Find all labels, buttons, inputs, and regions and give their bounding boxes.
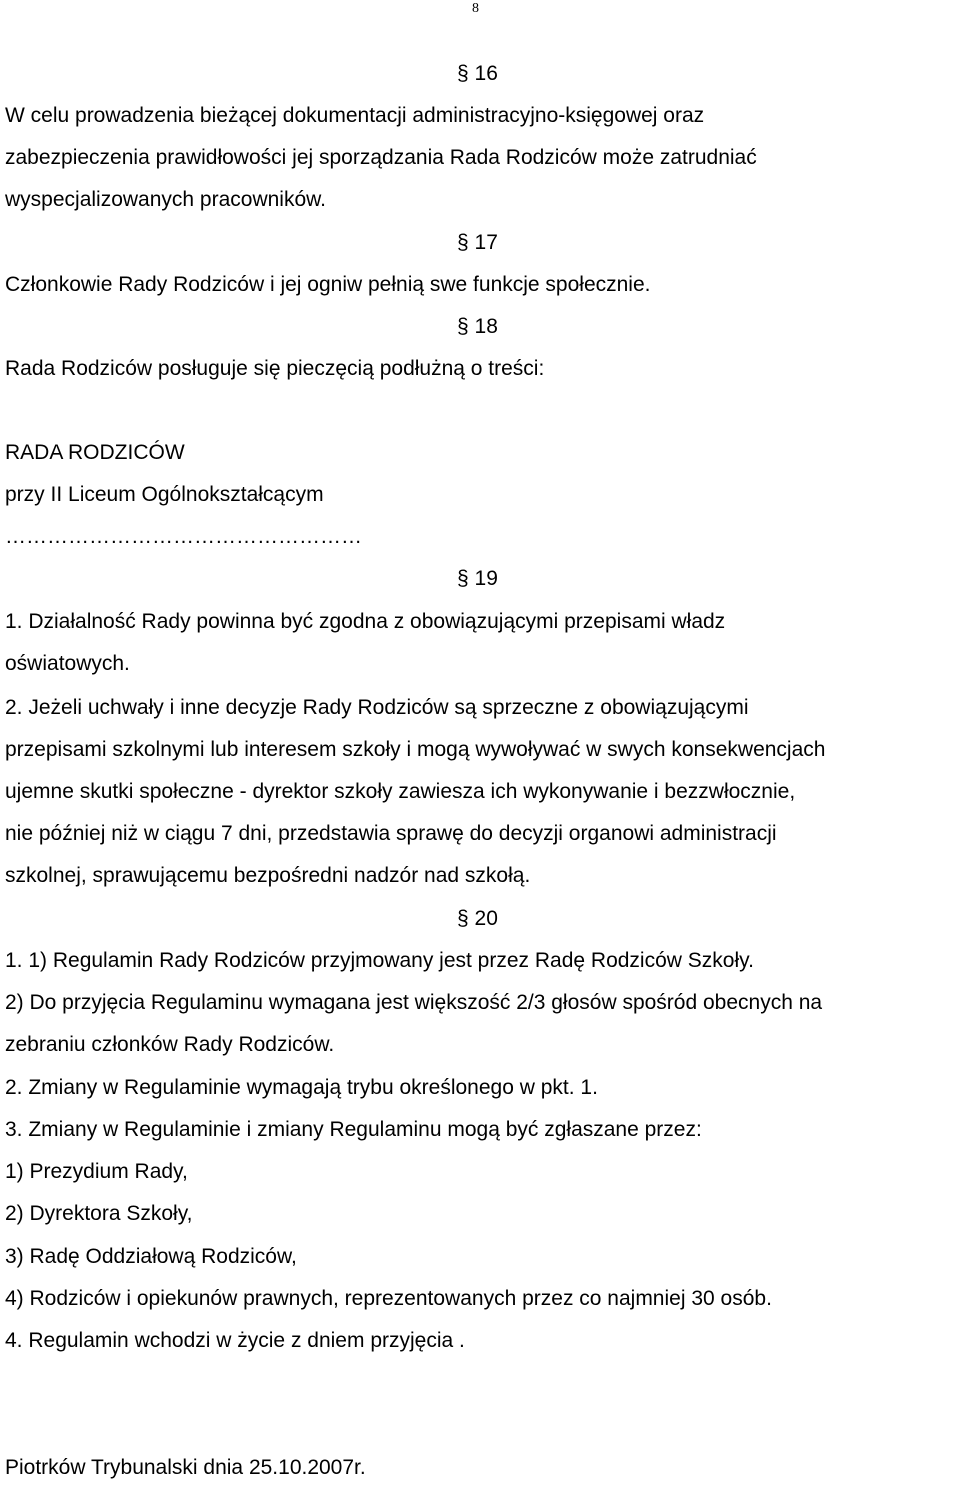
- section-20-line: 1) Prezydium Rady,: [5, 1160, 188, 1183]
- section-20-line: 3) Radę Oddziałową Rodziców,: [5, 1245, 297, 1268]
- section-18-heading: § 18: [457, 315, 498, 338]
- section-17-heading: § 17: [457, 231, 498, 254]
- place-and-date: Piotrków Trybunalski dnia 25.10.2007r.: [5, 1456, 366, 1479]
- section-19-line: szkolnej, sprawującemu bezpośredni nadzór nad szkołą.: [5, 864, 531, 887]
- section-20-line: 4. Regulamin wchodzi w życie z dniem przyjęcia .: [5, 1329, 465, 1352]
- section-20-line: 3. Zmiany w Regulaminie i zmiany Regulaminu mogą być zgłaszane przez:: [5, 1118, 702, 1141]
- section-19-line: ujemne skutki społeczne - dyrektor szkoły zawiesza ich wykonywanie i bezzwłocznie,: [5, 780, 796, 803]
- section-20-line: 2. Zmiany w Regulaminie wymagają trybu określonego w pkt. 1.: [5, 1076, 598, 1099]
- section-18-line: Rada Rodziców posługuje się pieczęcią podłużną o treści:: [5, 357, 545, 380]
- section-16-line: wyspecjalizowanych pracowników.: [5, 188, 326, 211]
- section-16-heading: § 16: [457, 62, 498, 85]
- section-20-heading: § 20: [457, 907, 498, 930]
- stamp-line-3: ……………………………………………: [5, 525, 362, 548]
- section-19-line: oświatowych.: [5, 652, 130, 675]
- section-20-line: 2) Dyrektora Szkoły,: [5, 1202, 193, 1225]
- stamp-line-2: przy II Liceum Ogólnokształcącym: [5, 483, 324, 506]
- section-20-line: 2) Do przyjęcia Regulaminu wymagana jest większość 2/3 głosów spośród obecnych na: [5, 991, 823, 1014]
- section-19-line: nie później niż w ciągu 7 dni, przedstawia sprawę do decyzji organowi administracji: [5, 822, 777, 845]
- page-number: 8: [472, 1, 479, 16]
- stamp-line-1: RADA RODZICÓW: [5, 441, 185, 464]
- section-20-line: 1. 1) Regulamin Rady Rodziców przyjmowany jest przez Radę Rodziców Szkoły.: [5, 949, 754, 972]
- section-16-line: zabezpieczenia prawidłowości jej sporządzania Rada Rodziców może zatrudniać: [5, 146, 757, 169]
- section-19-heading: § 19: [457, 567, 498, 590]
- section-19-line: 1. Działalność Rady powinna być zgodna z obowiązującymi przepisami władz: [5, 610, 726, 633]
- section-20-line: 4) Rodziców i opiekunów prawnych, reprezentowanych przez co najmniej 30 osób.: [5, 1287, 772, 1310]
- section-17-line: Członkowie Rady Rodziców i jej ogniw pełnią swe funkcje społecznie.: [5, 273, 651, 296]
- section-20-line: zebraniu członków Rady Rodziców.: [5, 1033, 335, 1056]
- section-16-line: W celu prowadzenia bieżącej dokumentacji administracyjno-księgowej oraz: [5, 104, 705, 127]
- section-19-line: 2. Jeżeli uchwały i inne decyzje Rady Rodziców są sprzeczne z obowiązującymi: [5, 696, 749, 719]
- section-19-line: przepisami szkolnymi lub interesem szkoły i mogą wywoływać w swych konsekwencjach: [5, 738, 826, 761]
